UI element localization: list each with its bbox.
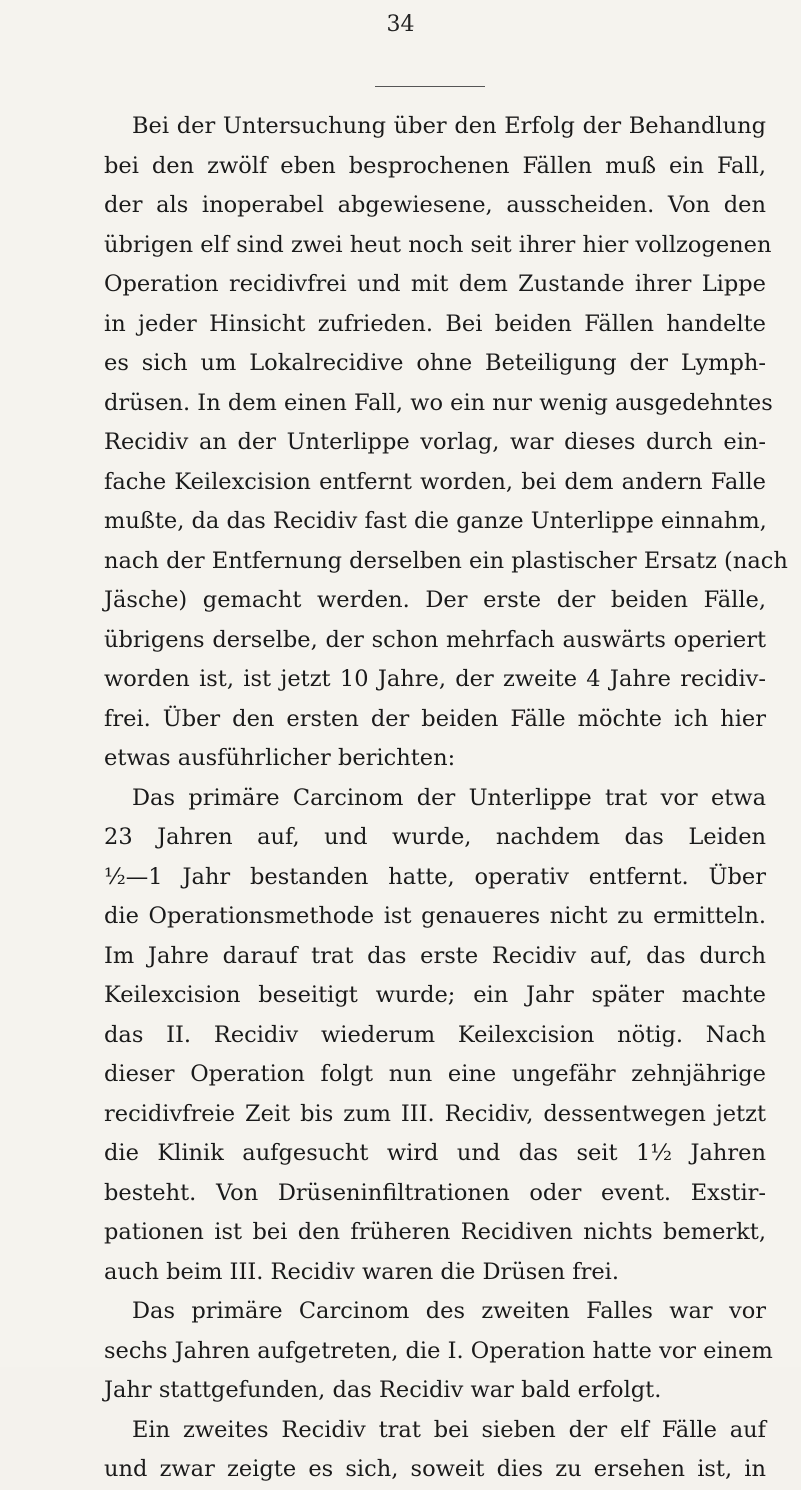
text-line: pationen ist bei den früheren Recidiven nichts bemerkt,: [104, 1219, 766, 1245]
text-line: Das primäre Carcinom der Unterlippe trat vor etwa: [132, 784, 766, 811]
text-line: drüsen. In dem einen Fall, wo ein nur wenig ausgedehntes: [104, 389, 773, 416]
text-line: und zwar zeigte es sich, soweit dies zu ersehen ist, in: [104, 1456, 766, 1482]
text-line: etwas ausführlicher berichten:: [104, 745, 456, 771]
text-line: übrigens derselbe, der schon mehrfach auswärts operiert: [104, 626, 766, 653]
body-text: [104, 107, 788, 1490]
text-line: Im Jahre darauf trat das erste Recidiv auf, das durch: [104, 942, 766, 969]
text-line: das II. Recidiv wiederum Keilexcision nötig. Nach: [104, 1021, 766, 1048]
text-line: auch beim III. Recidiv waren die Drüsen frei.: [104, 1258, 620, 1285]
text-line: der als inoperabel abgewiesene, ausscheiden. Von den: [104, 192, 766, 218]
text-line: Jahr stattgefunden, das Recidiv war bald erfolgt.: [104, 1377, 662, 1403]
text-line: die Operationsmethode ist genaueres nicht zu ermitteln.: [104, 903, 766, 929]
text-line: Ein zweites Recidiv trat bei sieben der elf Fälle auf: [132, 1416, 766, 1443]
text-line: sechs Jahren aufgetreten, die I. Operation hatte vor einem: [104, 1337, 773, 1364]
text-line: Jäsche) gemacht werden. Der erste der beiden Fälle,: [104, 587, 766, 613]
text-line: Recidiv an der Unterlippe vorlag, war dieses durch ein-: [104, 429, 766, 455]
page-number: 34: [386, 12, 415, 37]
text-line: ½—1 Jahr bestanden hatte, operativ entfernt. Über: [104, 863, 766, 890]
text-line: mußte, da das Recidiv fast die ganze Unterlippe einnahm,: [104, 508, 767, 534]
text-line: übrigen elf sind zwei heut noch seit ihrer hier vollzogenen: [104, 231, 772, 258]
text-line: Operation recidivfrei und mit dem Zustande ihrer Lippe: [104, 271, 766, 297]
text-line: 23 Jahren auf, und wurde, nachdem das Leiden: [104, 824, 766, 850]
page-number-rule: [375, 86, 485, 87]
text-line: Keilexcision beseitigt wurde; ein Jahr später machte: [104, 982, 766, 1008]
text-line: besteht. Von Drüseninfiltrationen oder event. Exstir-: [104, 1179, 766, 1206]
text-line: die Klinik aufgesucht wird und das seit 1½ Jahren: [104, 1140, 766, 1166]
text-line: nach der Entfernung derselben ein plastischer Ersatz (nach: [104, 547, 788, 574]
text-line: fache Keilexcision entfernt worden, bei dem andern Falle: [104, 468, 766, 495]
text-line: Das primäre Carcinom des zweiten Falles war vor: [132, 1298, 766, 1324]
text-line: frei. Über den ersten der beiden Fälle möchte ich hier: [104, 705, 766, 732]
text-line: recidivfreie Zeit bis zum III. Recidiv, dessentwegen jetzt: [104, 1100, 766, 1127]
text-line: es sich um Lokalrecidive ohne Beteiligung der Lymph-: [104, 350, 766, 376]
text-line: bei den zwölf eben besprochenen Fällen muß ein Fall,: [104, 152, 766, 179]
text-line: dieser Operation folgt nun eine ungefähr zehnjährige: [104, 1061, 766, 1087]
text-line: in jeder Hinsicht zufrieden. Bei beiden Fällen handelte: [104, 310, 766, 337]
text-line: worden ist, ist jetzt 10 Jahre, der zweite 4 Jahre recidiv-: [104, 666, 766, 692]
text-line: Bei der Untersuchung über den Erfolg der Behandlung: [132, 113, 766, 139]
